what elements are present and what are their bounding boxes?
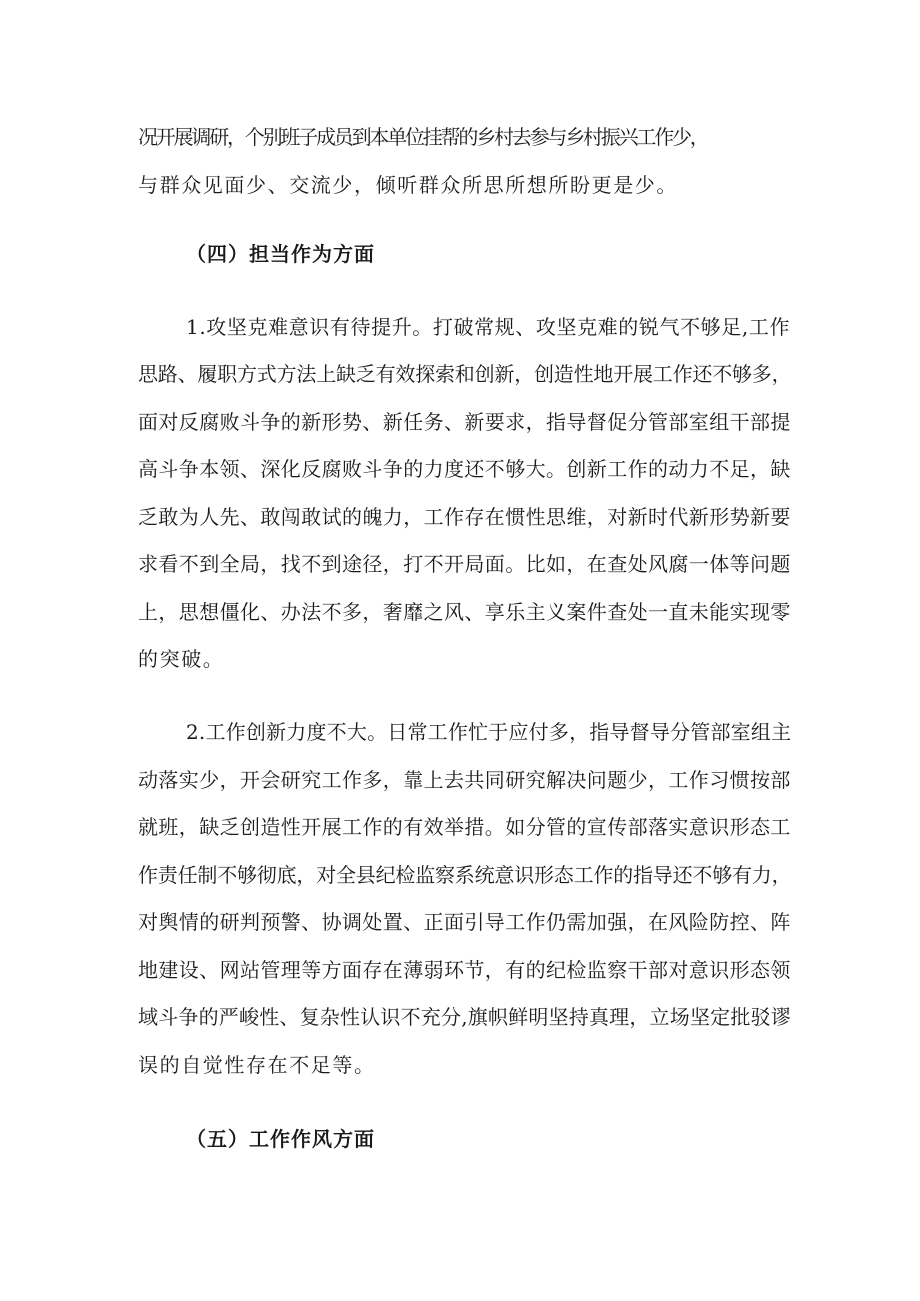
paragraph-line: 与群众见面少、交流少，倾听群众所思所想所盼更是少。 (138, 173, 678, 197)
paragraph-line: 域斗争的严峻性、复杂性认识不充分,旗帜鲜明坚持真理，立场坚定批驳谬 (138, 1005, 791, 1029)
paragraph-line: 1.攻坚克难意识有待提升。打破常规、攻坚克难的锐气不够足,工作 (186, 315, 791, 339)
paragraph-line: 就班，缺乏创造性开展工作的有效举措。如分管的宣传部落实意识形态工 (138, 815, 791, 839)
paragraph-line: 的突破。 (138, 647, 225, 671)
paragraph-line: 地建设、网站管理等方面存在薄弱环节，有的纪检监察干部对意识形态领 (138, 958, 791, 982)
paragraph-line: 况开展调研，个别班子成员到本单位挂帮的乡村去参与乡村振兴工作少， (138, 125, 708, 149)
section-5-heading: （五）工作作风方面 (186, 1127, 375, 1151)
paragraph-line: 乏敢为人先、敢闯敢试的魄力，工作存在惯性思维，对新时代新形势新要 (138, 505, 791, 529)
paragraph-line: 作责任制不够彻底，对全县纪检监察系统意识形态工作的指导还不够有力， (138, 863, 792, 887)
paragraph-line: 动落实少，开会研究工作多，靠上去共同研究解决问题少，工作习惯按部 (138, 768, 791, 792)
paragraph-line: 思路、履职方式方法上缺乏有效探索和创新，创造性地开展工作还不够多， (138, 362, 792, 386)
paragraph-line: 高斗争本领、深化反腐败斗争的力度还不够大。创新工作的动力不足，缺 (138, 457, 791, 481)
paragraph-line: 上，思想僵化、办法不多，奢靡之风、享乐主义案件查处一直未能实现零 (138, 600, 791, 624)
paragraph-line: 面对反腐败斗争的新形势、新任务、新要求，指导督促分管部室组干部提 (138, 410, 791, 434)
paragraph-line: 2.工作创新力度不大。日常工作忙于应付多，指导督导分管部室组主 (186, 720, 792, 744)
paragraph-line: 误的自觉性存在不足等。 (138, 1053, 376, 1077)
paragraph-line: 求看不到全局，找不到途径，打不开局面。比如，在查处风腐一体等问题 (138, 552, 791, 576)
paragraph-line: 对舆情的研判预警、协调处置、正面引导工作仍需加强，在风险防控、阵 (138, 910, 791, 934)
section-4-heading: （四）担当作为方面 (186, 242, 375, 266)
